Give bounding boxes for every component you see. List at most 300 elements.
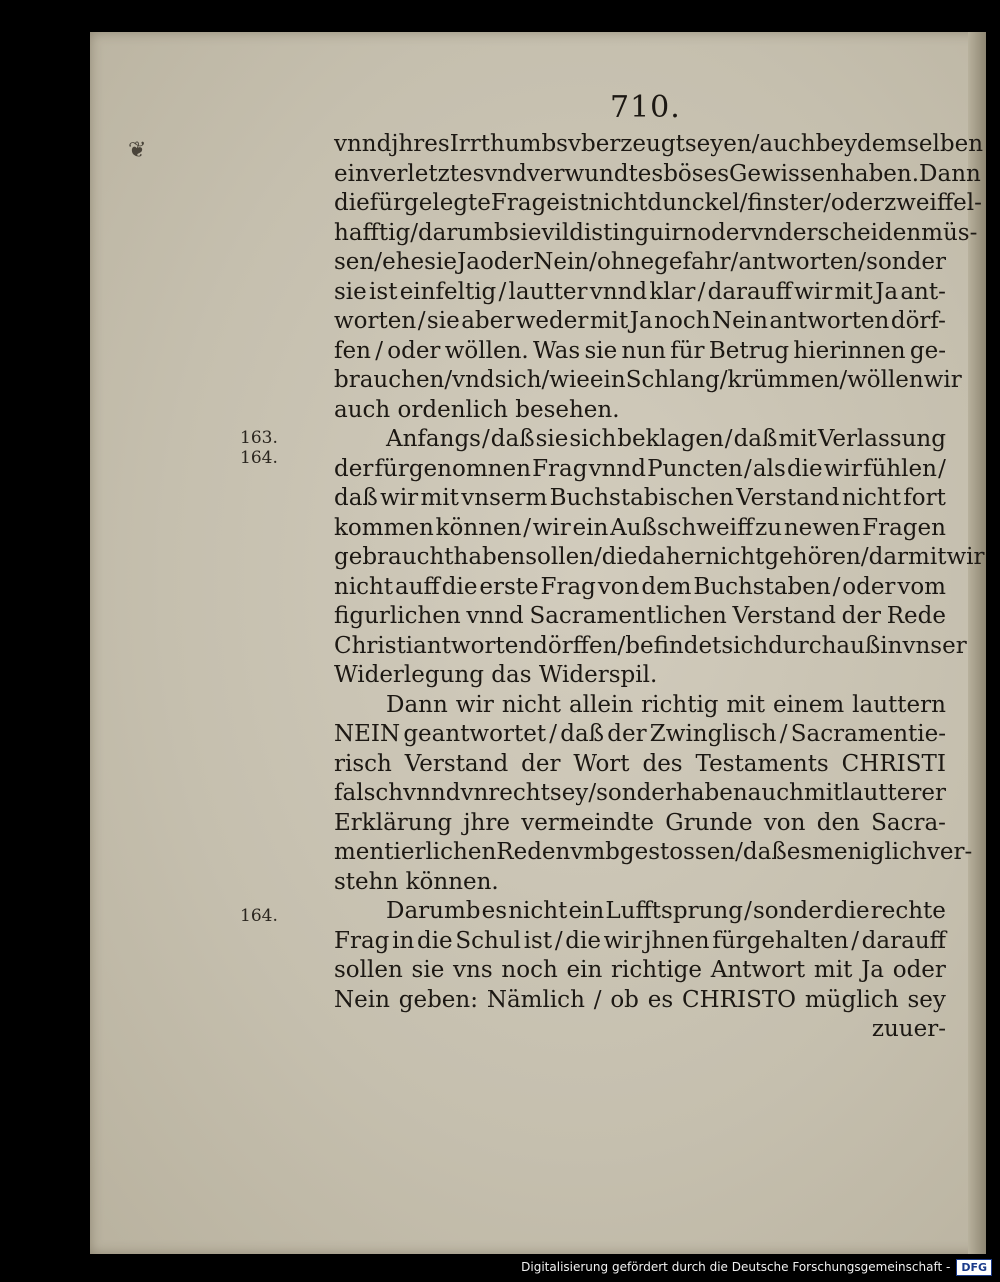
text-word: / xyxy=(739,190,748,216)
text-word: die xyxy=(601,544,638,570)
text-word: zweiffel- xyxy=(884,190,982,216)
text-word: krümmen xyxy=(727,367,840,393)
text-word: darauff xyxy=(861,927,946,954)
text-word: es xyxy=(481,898,508,924)
text-word: worten xyxy=(334,308,417,334)
text-line xyxy=(334,809,946,839)
text-word: ist xyxy=(369,278,398,305)
text-word: richtige xyxy=(611,957,702,983)
text-word: sich xyxy=(569,426,617,452)
text-word: Fragen xyxy=(862,514,946,541)
text-word: oder xyxy=(479,249,534,275)
text-line xyxy=(334,366,962,396)
text-word: vberzeugt xyxy=(567,131,685,157)
text-word: bey xyxy=(815,131,857,157)
text-word: sie xyxy=(334,278,367,305)
text-word: von xyxy=(597,573,640,600)
text-word: vnnd xyxy=(589,278,648,305)
text-word: wir xyxy=(603,927,642,954)
text-word: dörf- xyxy=(890,308,946,334)
text-word: Dann xyxy=(386,691,448,718)
text-line xyxy=(334,868,946,898)
text-word: brauchen xyxy=(334,367,445,393)
text-word: vnnd xyxy=(334,131,392,157)
text-word: verwundtes xyxy=(526,160,664,187)
text-word: nicht xyxy=(588,190,648,216)
text-word: Frage xyxy=(490,190,560,216)
text-word: vnserm xyxy=(461,485,548,511)
text-word: Frag xyxy=(334,927,390,954)
text-word: böses xyxy=(663,160,729,187)
text-word: vil xyxy=(541,219,570,246)
text-word: ohne xyxy=(596,249,655,275)
text-word: Schlang xyxy=(625,367,720,393)
text-word: / xyxy=(523,514,531,541)
text-word: / xyxy=(541,367,550,393)
text-word: sie xyxy=(508,219,542,246)
text-word: daß xyxy=(560,721,605,747)
text-word: mentierlichen xyxy=(334,839,497,865)
text-word: mit xyxy=(726,691,765,718)
text-word: ehe xyxy=(382,249,425,275)
text-word: Nein xyxy=(533,249,590,275)
text-word: Buchstaben xyxy=(693,573,831,600)
text-word: darmit xyxy=(868,544,947,570)
text-line-content: Widerlegung das Widerspil. xyxy=(334,662,658,688)
text-word: / xyxy=(554,927,563,954)
text-word: Nein xyxy=(334,986,390,1013)
text-word: / xyxy=(839,367,848,393)
text-word: risch xyxy=(334,750,392,777)
text-word: nicht xyxy=(705,544,765,570)
text-word: daß xyxy=(490,426,535,452)
text-word: / xyxy=(744,898,752,924)
text-word: ein xyxy=(589,367,626,393)
text-word: zu xyxy=(755,514,783,541)
text-word: Irrthumbs xyxy=(449,131,568,157)
text-word: in xyxy=(880,632,903,659)
text-word: vnd xyxy=(484,160,527,187)
text-word: nicht xyxy=(841,485,901,511)
text-word: fürgelegte xyxy=(369,190,491,216)
text-word: / xyxy=(730,249,739,275)
text-word: können xyxy=(435,514,522,541)
text-word: mit xyxy=(813,957,853,983)
text-word: fühlen xyxy=(863,455,937,482)
text-word: gehören xyxy=(764,544,861,570)
text-word: / xyxy=(823,190,831,216)
text-word: sie xyxy=(584,337,618,364)
text-word: daher xyxy=(637,544,706,570)
text-word: CHRISTO xyxy=(682,986,797,1013)
text-word: lauttern xyxy=(852,691,946,718)
text-word: Dann xyxy=(919,160,981,187)
text-line xyxy=(334,691,946,721)
text-word: mit xyxy=(420,485,459,511)
text-word: vnnd xyxy=(403,780,461,806)
text-word: auch xyxy=(747,780,804,806)
text-word: wöllen xyxy=(847,367,924,393)
text-word: sollen xyxy=(525,544,594,570)
text-word: / xyxy=(832,573,841,600)
text-word: hierinnen xyxy=(793,337,906,364)
text-word: Anfangs xyxy=(386,426,481,452)
text-word: oder xyxy=(842,573,896,600)
text-word: Verstand xyxy=(736,485,840,511)
text-word: vnnd xyxy=(588,455,646,482)
text-word: aber xyxy=(461,308,515,334)
text-line xyxy=(334,927,946,957)
text-word: dunckel xyxy=(647,190,740,216)
text-line xyxy=(334,602,946,632)
text-line xyxy=(334,543,985,573)
footer xyxy=(521,1254,992,1280)
text-word: vermeindte xyxy=(521,809,654,836)
text-word: sen xyxy=(334,249,375,275)
text-line xyxy=(334,425,946,455)
margin-note: 164. xyxy=(240,448,278,468)
text-word: lautter xyxy=(508,278,588,305)
text-word: distinguirn xyxy=(569,219,698,246)
text-word: wir xyxy=(794,278,833,305)
text-word: noch xyxy=(654,308,711,334)
text-word: / xyxy=(410,219,418,246)
text-word: / xyxy=(482,426,490,452)
text-word: / xyxy=(851,927,859,954)
text-word: vmbgestossen xyxy=(570,839,736,865)
text-word: vnnd xyxy=(466,603,524,629)
text-word: nicht xyxy=(501,691,561,718)
text-line xyxy=(334,455,946,485)
text-line xyxy=(334,396,946,426)
text-word: Sacra- xyxy=(871,809,946,836)
text-word: daß xyxy=(733,426,778,452)
text-word: oder xyxy=(697,219,751,246)
text-word: die xyxy=(334,190,370,216)
text-word: antworten xyxy=(738,249,859,275)
text-word: Antwort xyxy=(710,957,806,983)
text-word: sey xyxy=(549,780,589,806)
text-word: / xyxy=(374,249,383,275)
text-line xyxy=(334,956,946,986)
text-word: ist xyxy=(559,190,589,216)
text-word: CHRISTI xyxy=(841,750,946,777)
text-word: ist xyxy=(523,927,553,954)
text-word: in xyxy=(392,927,415,954)
text-word: daß xyxy=(334,485,378,511)
text-word: verletztes xyxy=(369,160,485,187)
text-word: wie xyxy=(549,367,590,393)
text-word: ein xyxy=(566,957,603,983)
text-word: Betrug xyxy=(708,337,790,364)
text-word: vnser xyxy=(902,632,967,659)
text-line xyxy=(334,720,946,750)
text-word: gebraucht xyxy=(334,544,454,570)
text-word: / xyxy=(375,337,383,364)
text-line xyxy=(334,337,946,367)
text-word: oder xyxy=(830,190,885,216)
text-word: für xyxy=(670,337,705,364)
text-word: / xyxy=(549,721,558,747)
margin-note: 164. xyxy=(240,906,278,926)
text-word: klar xyxy=(649,278,696,305)
text-word: jhres xyxy=(391,131,450,157)
text-word: Außschweiff xyxy=(610,514,754,541)
text-word: ein xyxy=(572,514,609,541)
text-line xyxy=(334,750,946,780)
text-line xyxy=(334,130,984,160)
text-word: Christi xyxy=(334,632,414,659)
text-word: befindet xyxy=(625,632,722,659)
text-word: Verstand xyxy=(404,750,509,777)
text-word: Nein xyxy=(712,308,768,334)
text-word: Darumb xyxy=(386,898,481,924)
text-word: oder xyxy=(387,337,441,364)
text-word: / xyxy=(938,455,946,482)
text-word: sollen xyxy=(334,957,403,983)
text-word: Verlassung xyxy=(817,426,946,452)
text-word: einfeltig xyxy=(399,278,497,305)
text-word: Gewissen xyxy=(729,160,841,187)
text-word: müglich xyxy=(804,986,899,1013)
text-word: der xyxy=(607,721,647,747)
text-word: / xyxy=(735,839,743,865)
text-word: / xyxy=(444,367,453,393)
text-word: Wort xyxy=(573,750,630,777)
text-line xyxy=(334,897,946,927)
text-word: die xyxy=(416,927,453,954)
text-word: / xyxy=(417,308,426,334)
text-word: einem xyxy=(772,691,845,718)
text-word: darauff xyxy=(707,278,792,305)
text-word: sey xyxy=(907,986,946,1013)
text-word: fen xyxy=(334,337,371,364)
text-word: ein xyxy=(568,898,605,924)
text-word: Ja xyxy=(861,957,884,983)
text-word: nun xyxy=(621,337,666,364)
text-word: / xyxy=(724,426,733,452)
text-word: fürgenomnen xyxy=(374,455,531,482)
text-word: Testaments xyxy=(695,750,829,777)
text-word: mit xyxy=(803,780,843,806)
text-word: Schul xyxy=(455,927,521,954)
text-word: jhnen xyxy=(644,927,710,954)
text-word: auff xyxy=(395,573,440,600)
text-word: / xyxy=(858,249,867,275)
text-word: müs- xyxy=(921,219,978,246)
text-word: haben. xyxy=(840,160,920,187)
text-word: die xyxy=(565,927,601,954)
text-word: demselben xyxy=(856,131,984,157)
text-word: Sacramentie- xyxy=(790,721,946,747)
text-word: die xyxy=(786,455,823,482)
text-word: vnrecht xyxy=(460,780,550,806)
text-word: / xyxy=(779,721,788,747)
text-word: / xyxy=(860,544,869,570)
text-word: die xyxy=(833,898,870,924)
text-word: Rede xyxy=(886,603,946,629)
text-word: sonder xyxy=(596,780,676,806)
text-word: ein xyxy=(334,160,370,187)
text-word: nicht xyxy=(334,573,394,600)
text-word: nicht xyxy=(508,898,568,924)
text-word: die xyxy=(441,573,478,600)
text-word: jhre xyxy=(463,809,510,836)
text-word: sie xyxy=(411,957,445,983)
text-word: Ja xyxy=(629,308,653,334)
text-word: sich xyxy=(494,367,542,393)
text-word: Frag xyxy=(532,455,588,482)
text-line xyxy=(334,1015,946,1045)
text-word: finster xyxy=(747,190,824,216)
text-word: sie xyxy=(424,249,457,275)
text-block xyxy=(334,130,985,1045)
text-word: sonder xyxy=(752,898,833,924)
text-line xyxy=(334,278,946,308)
ornament-icon: ❦ xyxy=(128,138,147,163)
text-word: Reden xyxy=(496,839,571,865)
margin-note: 163. xyxy=(240,428,278,448)
text-word: falsch xyxy=(334,780,404,806)
text-word: Grunde xyxy=(665,809,753,836)
text-word: darumb xyxy=(417,219,509,246)
text-word: dörffen xyxy=(533,632,618,659)
text-word: Ja xyxy=(457,249,480,275)
text-word: wöllen. xyxy=(444,337,529,364)
text-word: daß xyxy=(742,839,787,865)
text-word: wir xyxy=(923,367,962,393)
text-word: sie xyxy=(426,308,460,334)
text-line xyxy=(334,632,967,662)
text-line xyxy=(334,986,946,1016)
text-word: allein xyxy=(568,691,634,718)
text-word: wir xyxy=(823,455,862,482)
text-line xyxy=(334,573,946,603)
text-word: richtig xyxy=(641,691,719,718)
text-line xyxy=(334,779,946,809)
text-word: / xyxy=(588,780,597,806)
text-word: Puncten xyxy=(647,455,743,482)
text-line-content: zuuer- xyxy=(871,1016,946,1042)
text-word: / xyxy=(593,986,602,1013)
text-word: mit xyxy=(778,426,817,452)
text-line xyxy=(334,189,982,219)
text-word: meniglich xyxy=(812,839,927,865)
text-word: vnderscheiden xyxy=(750,219,922,246)
text-word: Sacramentlichen xyxy=(529,603,727,629)
text-word: von xyxy=(763,809,806,836)
text-line xyxy=(334,484,946,514)
text-word: den xyxy=(816,809,860,836)
text-word: sonder xyxy=(866,249,946,275)
dfg-logo: DFG xyxy=(956,1259,992,1276)
text-line xyxy=(334,838,973,868)
text-word: Lufftsprung xyxy=(605,898,743,924)
text-word: als xyxy=(752,455,786,482)
page-number: 710. xyxy=(610,90,681,125)
text-word: vom xyxy=(897,573,946,600)
text-word: dem xyxy=(641,573,692,600)
text-word: geantwortet xyxy=(403,721,547,747)
text-word: haben xyxy=(453,544,526,570)
text-word: es xyxy=(786,839,813,865)
text-line-content: auch ordenlich besehen. xyxy=(334,396,620,423)
text-word: geben: xyxy=(398,986,478,1013)
text-word: wir xyxy=(380,485,419,511)
text-word: seyen xyxy=(684,131,752,157)
text-line xyxy=(334,661,946,691)
text-word: vns xyxy=(453,957,493,983)
text-word: Nämlich xyxy=(486,986,585,1013)
footer-text: Digitalisierung gefördert durch die Deutsche Forschungsgemeinschaft - xyxy=(521,1260,951,1274)
book-page xyxy=(90,32,986,1254)
text-word: kommen xyxy=(334,514,434,541)
text-word: ob xyxy=(610,986,639,1013)
text-word: beklagen xyxy=(617,426,724,452)
text-word: wir xyxy=(455,691,494,718)
text-word: der xyxy=(521,750,561,777)
text-word: newen xyxy=(783,514,861,541)
text-word: ge- xyxy=(909,337,946,364)
text-word: / xyxy=(594,544,602,570)
text-word: Erklärung xyxy=(334,809,453,836)
text-line-content: stehn können. xyxy=(334,868,499,895)
text-word: / xyxy=(743,455,752,482)
text-word: fort xyxy=(903,485,946,511)
text-word: haben xyxy=(675,780,748,806)
text-word: durchauß xyxy=(768,632,881,659)
text-word: vnd xyxy=(452,367,495,393)
text-line xyxy=(334,307,946,337)
text-word: noch xyxy=(501,957,558,983)
text-word: oder xyxy=(892,957,946,983)
text-line xyxy=(334,160,981,190)
text-word: mit xyxy=(834,278,873,305)
text-word: antworten xyxy=(769,308,890,334)
text-word: rechte xyxy=(870,898,946,924)
text-word: Frag xyxy=(540,573,596,600)
text-word: figurlichen xyxy=(334,603,461,629)
text-word: fürgehalten xyxy=(712,927,849,954)
text-word: wir xyxy=(532,514,571,541)
text-word: wir xyxy=(946,544,985,570)
text-word: / xyxy=(498,278,507,305)
text-word: / xyxy=(589,249,597,275)
text-word: / xyxy=(697,278,706,305)
text-word: / xyxy=(751,131,760,157)
text-word: Ja xyxy=(875,278,899,305)
text-word: Buchstabischen xyxy=(549,485,734,511)
text-word: Was xyxy=(532,337,581,364)
text-word: NEIN xyxy=(334,721,401,747)
text-word: ant- xyxy=(900,278,946,305)
text-word: antworten xyxy=(413,632,534,659)
text-word: gefahr xyxy=(654,249,731,275)
text-word: der xyxy=(334,455,374,482)
text-word: ver- xyxy=(926,839,973,865)
text-word: auch xyxy=(759,131,816,157)
text-word: Verstand xyxy=(732,603,836,629)
text-word: Zwinglisch xyxy=(649,721,777,747)
text-word: / xyxy=(617,632,626,659)
text-word: hafftig xyxy=(334,219,411,246)
text-line xyxy=(334,514,946,544)
text-word: es xyxy=(647,986,674,1013)
text-word: weder xyxy=(515,308,589,334)
text-line xyxy=(334,248,946,278)
text-line xyxy=(334,219,978,249)
text-word: sie xyxy=(535,426,569,452)
